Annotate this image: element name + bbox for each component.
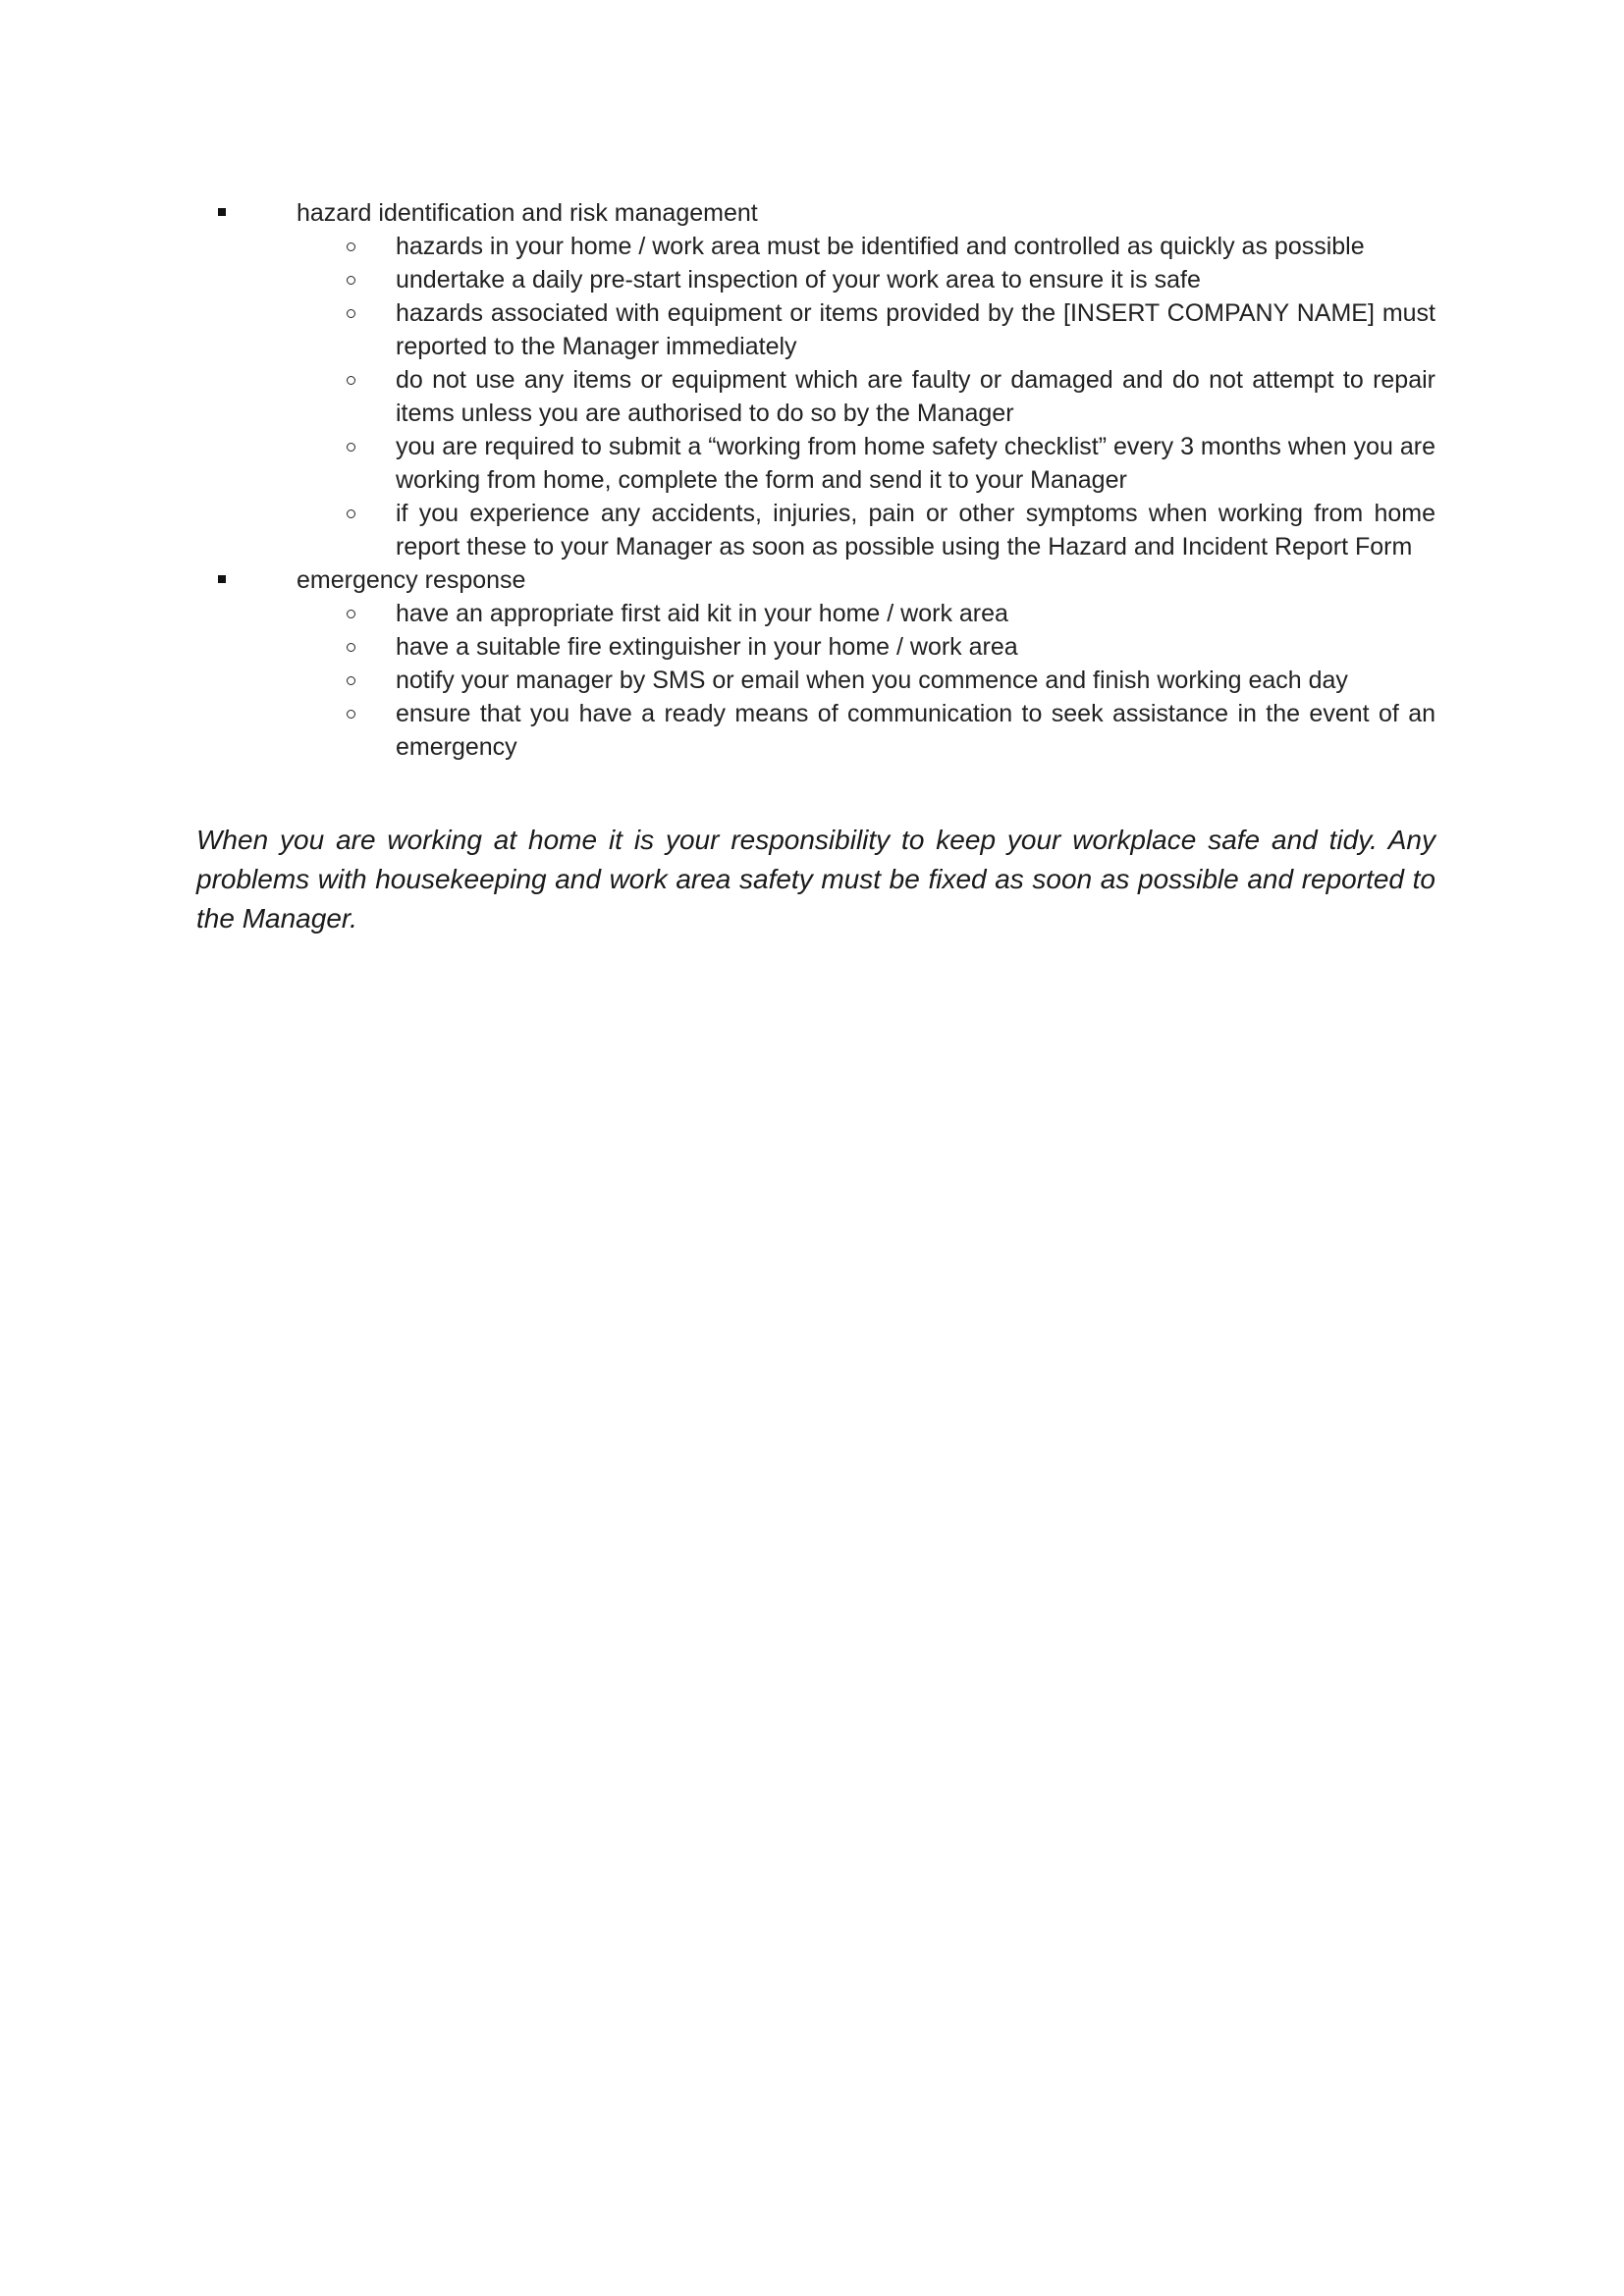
circle-bullet-icon (347, 710, 355, 719)
list-item-text: ensure that you have a ready means of communication to seek assistance in the event of an emergency (396, 700, 1435, 761)
circle-bullet-icon (347, 276, 355, 285)
section-hazard-identification (297, 196, 1435, 563)
list-item (396, 630, 1435, 664)
square-bullet-icon (218, 208, 226, 216)
list-item (396, 363, 1435, 430)
list-item (396, 296, 1435, 363)
document-body (196, 196, 1435, 938)
list-item-text: have an appropriate first aid kit in your home / work area (396, 600, 1008, 627)
emergency-items-list (297, 597, 1435, 764)
list-item (396, 597, 1435, 630)
circle-bullet-icon (347, 509, 355, 518)
list-item-text: hazards in your home / work area must be identified and controlled as quickly as possible (396, 233, 1365, 260)
list-item (396, 664, 1435, 697)
safety-requirements-list (196, 196, 1435, 764)
circle-bullet-icon (347, 309, 355, 318)
list-item-text: hazards associated with equipment or items provided by the [INSERT COMPANY NAME] must reported to the Manager immediately (396, 299, 1435, 360)
closing-note: When you are working at home it is your responsibility to keep your workplace safe and tidy. Any problems with housekeeping and work area safety must be fixed as soon as possible and reported to the Manager. (196, 825, 1435, 934)
list-item-text: do not use any items or equipment which are faulty or damaged and do not attempt to repair items unless you are authorised to do so by the Manager (396, 366, 1435, 427)
square-bullet-icon (218, 575, 226, 583)
circle-bullet-icon (347, 443, 355, 452)
list-item (396, 430, 1435, 497)
circle-bullet-icon (347, 376, 355, 385)
list-item-text: undertake a daily pre-start inspection of your work area to ensure it is safe (396, 266, 1201, 294)
section-heading: hazard identification and risk management (297, 199, 758, 227)
list-item (396, 263, 1435, 296)
circle-bullet-icon (347, 242, 355, 251)
section-emergency-response (297, 563, 1435, 764)
list-item (396, 230, 1435, 263)
list-item-text: notify your manager by SMS or email when you commence and finish working each day (396, 667, 1348, 694)
section-heading: emergency response (297, 566, 526, 594)
list-item (396, 697, 1435, 764)
circle-bullet-icon (347, 676, 355, 685)
circle-bullet-icon (347, 643, 355, 652)
list-item-text: you are required to submit a “working from home safety checklist” every 3 months when you are working from home, complete the form and send it to your Manager (396, 433, 1435, 494)
list-item (396, 497, 1435, 563)
hazard-items-list (297, 230, 1435, 563)
list-item-text: if you experience any accidents, injuries, pain or other symptoms when working from home report these to your Manager as soon as possible using the Hazard and Incident Report Form (396, 500, 1435, 561)
list-item-text: have a suitable fire extinguisher in your home / work area (396, 633, 1018, 661)
circle-bullet-icon (347, 610, 355, 618)
